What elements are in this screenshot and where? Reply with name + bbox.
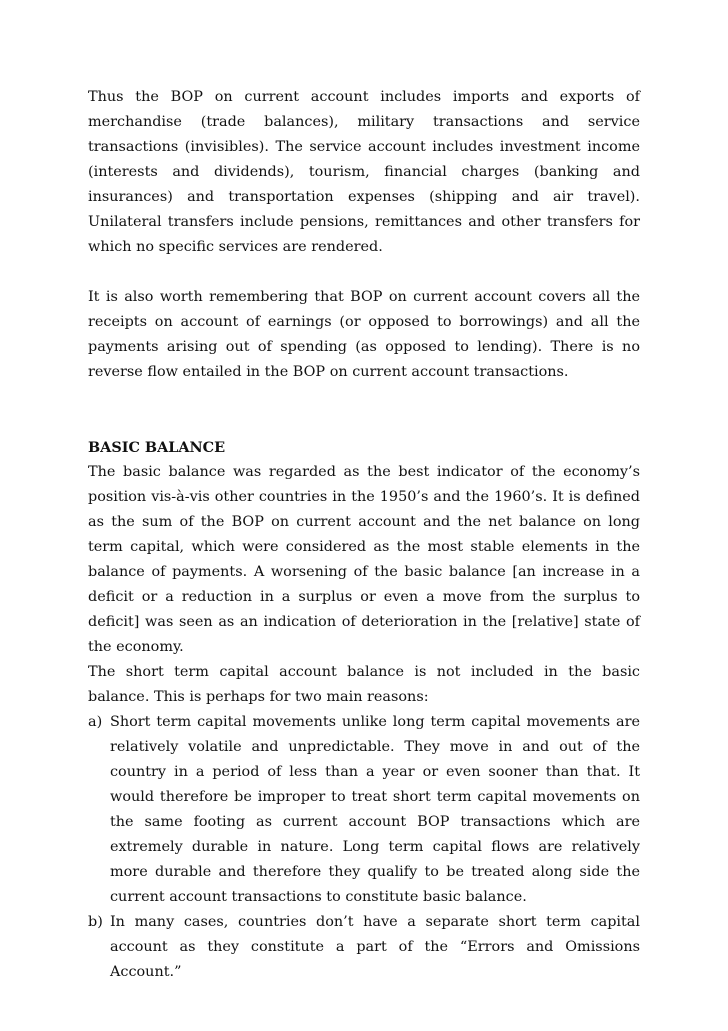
document-page xyxy=(88,85,640,985)
paragraph-basic-balance-definition: The basic balance was regarded as the best indicator of the economy’s position vis-à-vis other countries in the 1950’s and the 1960’s. It is defined as the sum of the BOP on current account and the net balance on long term capital, which were considered as the most stable elements in the balance of payments. A worsening of the basic balance [an increase in a deficit or a reduction in a surplus or even a move from the surplus to deficit] was seen as an indication of deterioration in the [relative] state of the economy. xyxy=(88,464,640,655)
list-marker: a) xyxy=(88,714,103,730)
list-item xyxy=(88,710,640,910)
paragraph-current-account-components: Thus the BOP on current account includes imports and exports of merchandise (trade balances), military transactions and service transactions (invisibles). The service account includes investment income (interests and dividends), tourism, financial charges (banking and insurances) and transportation expenses (shipping and air travel). Unilateral transfers include pensions, remittances and other transfers for which no specific services are rendered. xyxy=(88,89,640,255)
section-heading: BASIC BALANCE xyxy=(88,439,226,456)
list-item-text: In many cases, countries don’t have a separate short term capital account as they constitute a part of the “Errors and Omissions Account.” xyxy=(110,914,640,980)
list-marker: b) xyxy=(88,914,103,930)
list-item xyxy=(88,910,640,985)
paragraph-spacer xyxy=(88,260,640,285)
paragraph-current-account-receipts: It is also worth remembering that BOP on current account covers all the receipts on account of earnings (or opposed to borrowings) and all the payments arising out of spending (as opposed to lending). There is no reverse flow entailed in the BOP on current account transactions. xyxy=(88,289,640,380)
reasons-list xyxy=(88,710,640,985)
list-item-text: Short term capital movements unlike long term capital movements are relatively volatile and unpredictable. They move in and out of the country in a period of less than a year or even sooner than that. It would therefore be improper to treat short term capital movements on the same footing as current account BOP transactions which are extremely durable in nature. Long term capital flows are relatively more durable and therefore they qualify to be treated along side the current account transactions to constitute basic balance. xyxy=(110,714,640,905)
paragraph-short-term-exclusion: The short term capital account balance is not included in the basic balance. This is perhaps for two main reasons: xyxy=(88,664,640,705)
section-spacer xyxy=(88,385,640,435)
